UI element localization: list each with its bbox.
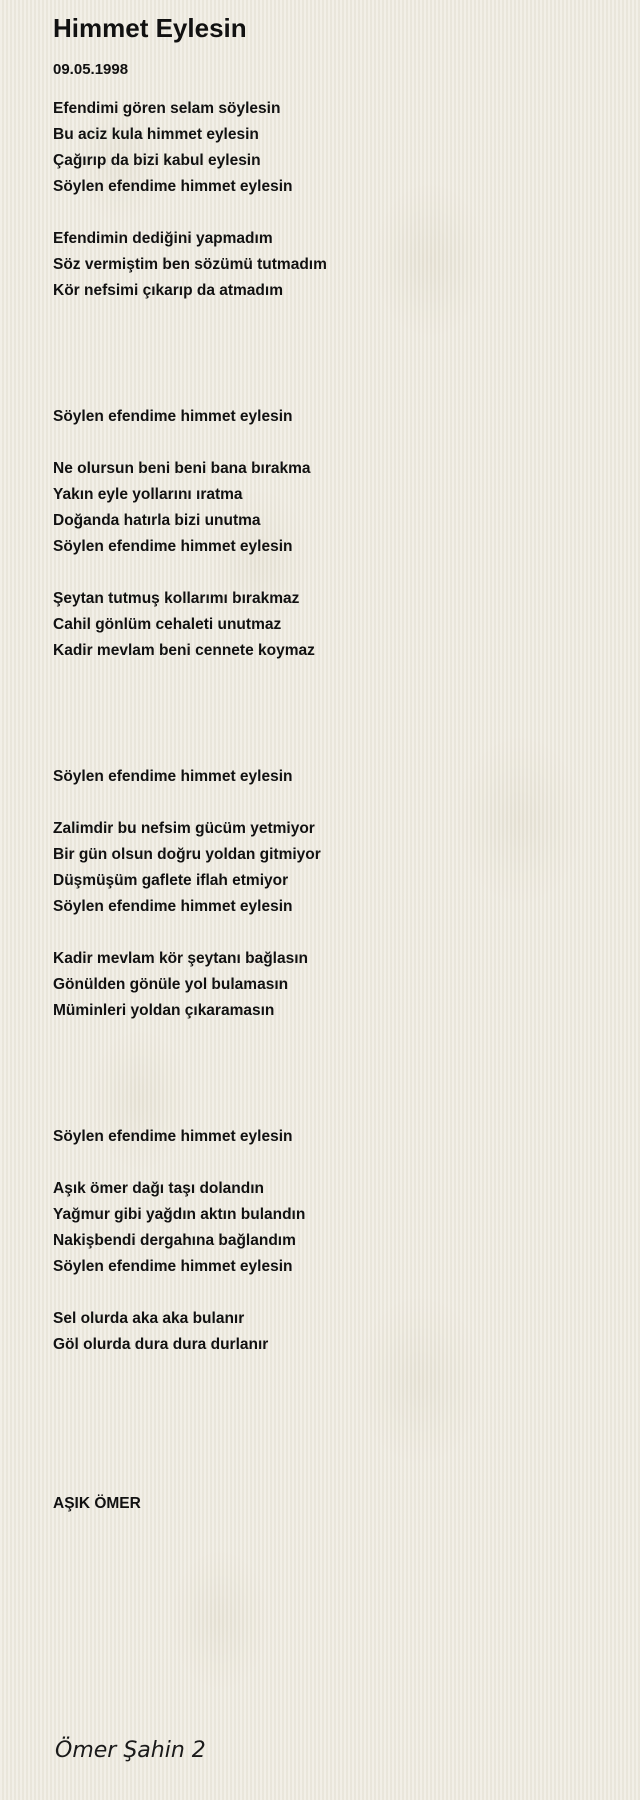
poem-line: Ne olursun beni beni bana bırakma	[53, 460, 311, 477]
poem-line: Efendimi gören selam söylesin	[53, 100, 281, 117]
poem-line: Çağırıp da bizi kabul eylesin	[53, 152, 261, 169]
poem-line: Yakın eyle yollarını ıratma	[53, 486, 243, 503]
poem-container	[53, 12, 613, 1358]
poem-line: Cahil gönlüm cehaleti unutmaz	[53, 616, 282, 633]
poem-line: Düşmüşüm gaflete iflah etmiyor	[53, 872, 289, 889]
poem-line: Müminleri yoldan çıkaramasın	[53, 1002, 275, 1019]
poem-line: Aşık ömer dağı taşı dolandın	[53, 1180, 265, 1197]
poem-line: Söylen efendime himmet eylesin	[53, 1128, 293, 1145]
poem-author: AŞIK ÖMER	[53, 1495, 141, 1512]
poem-line: Söylen efendime himmet eylesin	[53, 538, 293, 555]
poem-line: Gönülden gönüle yol bulamasın	[53, 976, 289, 993]
poem-line: Kör nefsimi çıkarıp da atmadım	[53, 282, 283, 299]
poem-line: Söylen efendime himmet eylesin	[53, 1258, 293, 1275]
poem-line: Doğanda hatırla bizi unutma	[53, 512, 261, 529]
poem-line: Nakişbendi dergahına bağlandım	[53, 1232, 296, 1249]
poem-line: Söylen efendime himmet eylesin	[53, 178, 293, 195]
poem-line: Söylen efendime himmet eylesin	[53, 768, 293, 785]
poem-line: Söz vermiştim ben sözümü tutmadım	[53, 256, 327, 273]
poem-line: Bir gün olsun doğru yoldan gitmiyor	[53, 846, 321, 863]
poem-title: Himmet Eylesin	[53, 13, 247, 43]
poem-line: Zalimdir bu nefsim gücüm yetmiyor	[53, 820, 315, 837]
poem-line: Kadir mevlam kör şeytanı bağlasın	[53, 950, 308, 967]
poem-line: Göl olurda dura dura durlanır	[53, 1336, 269, 1353]
poem-line: Yağmur gibi yağdın aktın bulandın	[53, 1206, 306, 1223]
poem-line: Kadir mevlam beni cennete koymaz	[53, 642, 315, 659]
poem-line: Söylen efendime himmet eylesin	[53, 408, 293, 425]
poem-line: Şeytan tutmuş kollarımı bırakmaz	[53, 590, 300, 607]
poem-date: 09.05.1998	[53, 61, 129, 78]
poem-body	[53, 96, 613, 1358]
poem-line: Bu aciz kula himmet eylesin	[53, 126, 259, 143]
poem-line: Sel olurda aka aka bulanır	[53, 1310, 245, 1327]
poem-line: Efendimin dediğini yapmadım	[53, 230, 273, 247]
poem-signature: Ömer Şahin 2	[55, 1738, 206, 1763]
poem-line: Söylen efendime himmet eylesin	[53, 898, 293, 915]
